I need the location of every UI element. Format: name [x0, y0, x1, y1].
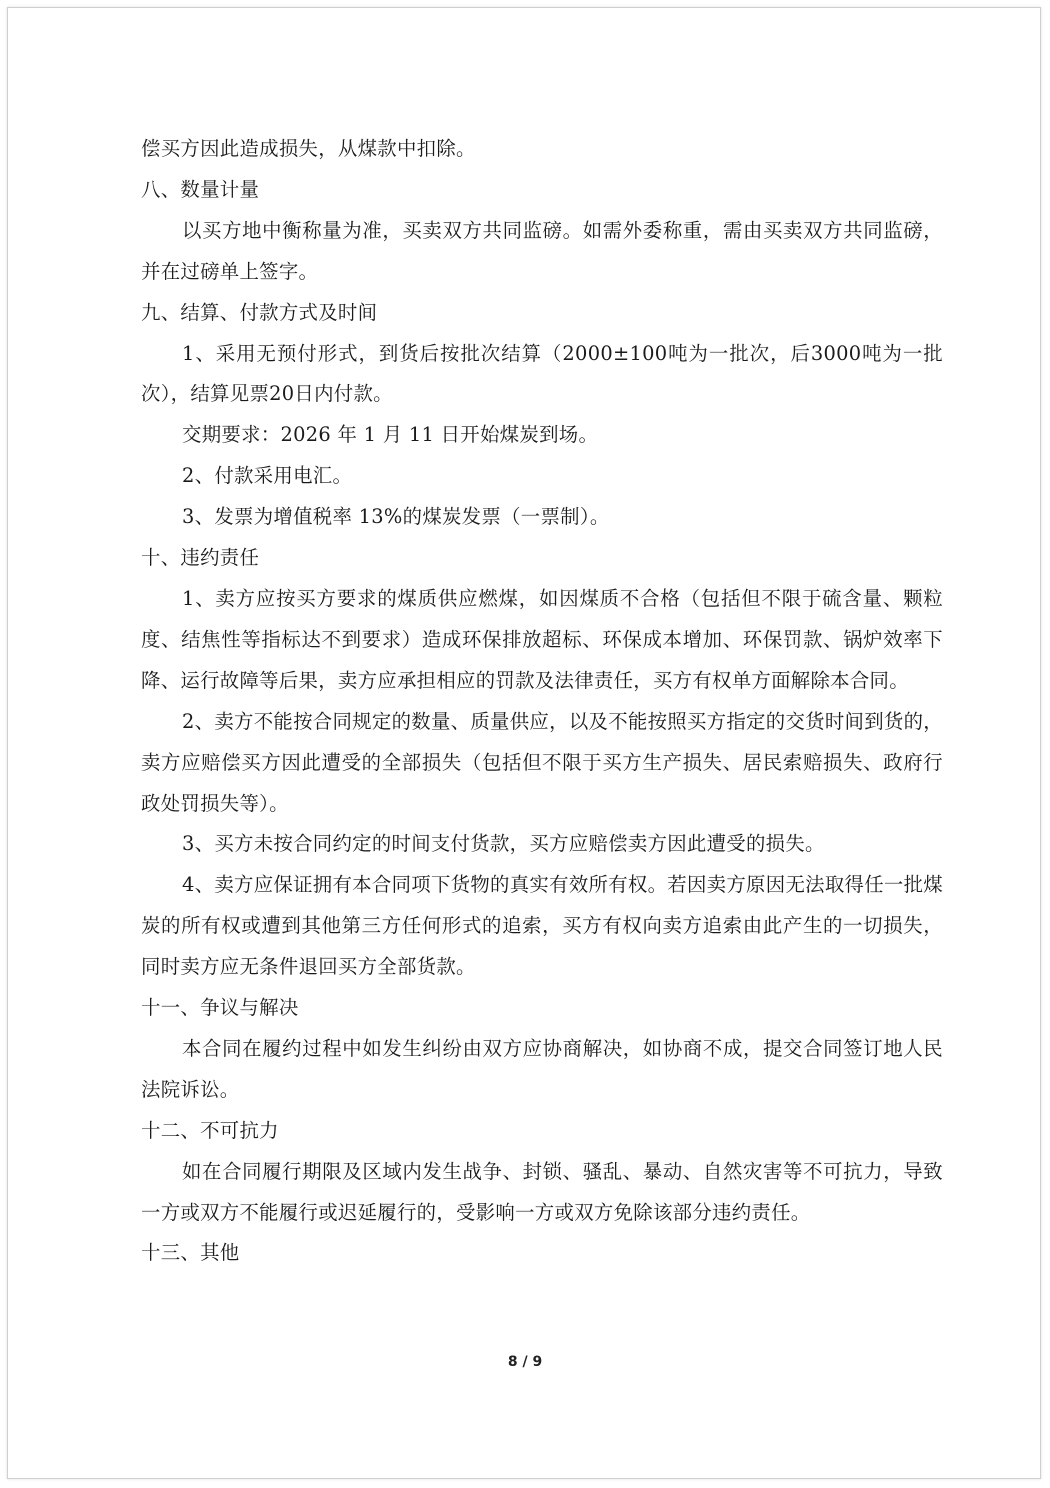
page-current: 8 — [507, 1354, 518, 1370]
section-heading-10: 十、违约责任 — [141, 546, 260, 570]
section-heading-9: 九、结算、付款方式及时间 — [141, 300, 378, 324]
section-heading-8: 八、数量计量 — [141, 177, 260, 201]
page-separator: / — [522, 1354, 528, 1370]
document-page — [7, 7, 1041, 1479]
page-number-footer — [8, 1354, 1042, 1370]
paragraph-breach-3: 3、买方未按合同约定的时间支付货款，买方应赔偿卖方因此遭受的损失。 — [182, 832, 825, 856]
section-heading-13: 十三、其他 — [141, 1241, 240, 1265]
paragraph-settlement-3: 3、发票为增值税率 13%的煤炭发票（一票制）。 — [182, 505, 610, 529]
section-heading-11: 十一、争议与解决 — [141, 996, 299, 1020]
paragraph-breach-2: 2、卖方不能按合同规定的数量、质量供应，以及不能按照买方指定的交货时间到货的，卖方应赔偿买方因此遭受的全部损失（包括但不限于买方生产损失、居民索赔损失、政府行政处罚损失等）。 — [141, 709, 943, 815]
document-body — [141, 129, 943, 1274]
section-heading-12: 十二、不可抗力 — [141, 1118, 279, 1142]
paragraph-breach-4: 4、卖方应保证拥有本合同项下货物的真实有效所有权。若因卖方原因无法取得任一批煤炭的所有权或遭到其他第三方任何形式的追索，买方有权向卖方追索由此产生的一切损失，同时卖方应无条件退回买方全部货款。 — [141, 873, 943, 979]
paragraph-compensation-end: 偿买方因此造成损失，从煤款中扣除。 — [141, 137, 476, 160]
paragraph-delivery-date: 交期要求：2026 年 1 月 11 日开始煤炭到场。 — [182, 423, 599, 447]
paragraph-dispute: 本合同在履约过程中如发生纠纷由双方应协商解决，如协商不成，提交合同签订地人民法院诉讼。 — [141, 1036, 943, 1101]
page-total: 9 — [532, 1354, 543, 1370]
paragraph-force-majeure: 如在合同履行期限及区域内发生战争、封锁、骚乱、暴动、自然灾害等不可抗力，导致一方或双方不能履行或迟延履行的，受影响一方或双方免除该部分违约责任。 — [141, 1159, 943, 1224]
paragraph-quantity: 以买方地中衡称量为准，买卖双方共同监磅。如需外委称重，需由买卖双方共同监磅，并在过磅单上签字。 — [141, 218, 943, 283]
paragraph-breach-1: 1、卖方应按买方要求的煤质供应燃煤，如因煤质不合格（包括但不限于硫含量、颗粒度、结焦性等指标达不到要求）造成环保排放超标、环保成本增加、环保罚款、锅炉效率下降、运行故障等后果，卖方应承担相应的罚款及法律责任，买方有权单方面解除本合同。 — [141, 586, 943, 692]
paragraph-settlement-2: 2、付款采用电汇。 — [182, 464, 353, 488]
paragraph-settlement-1: 1、采用无预付形式，到货后按批次结算（2000±100吨为一批次，后3000吨为一批次），结算见票20日内付款。 — [141, 341, 943, 406]
